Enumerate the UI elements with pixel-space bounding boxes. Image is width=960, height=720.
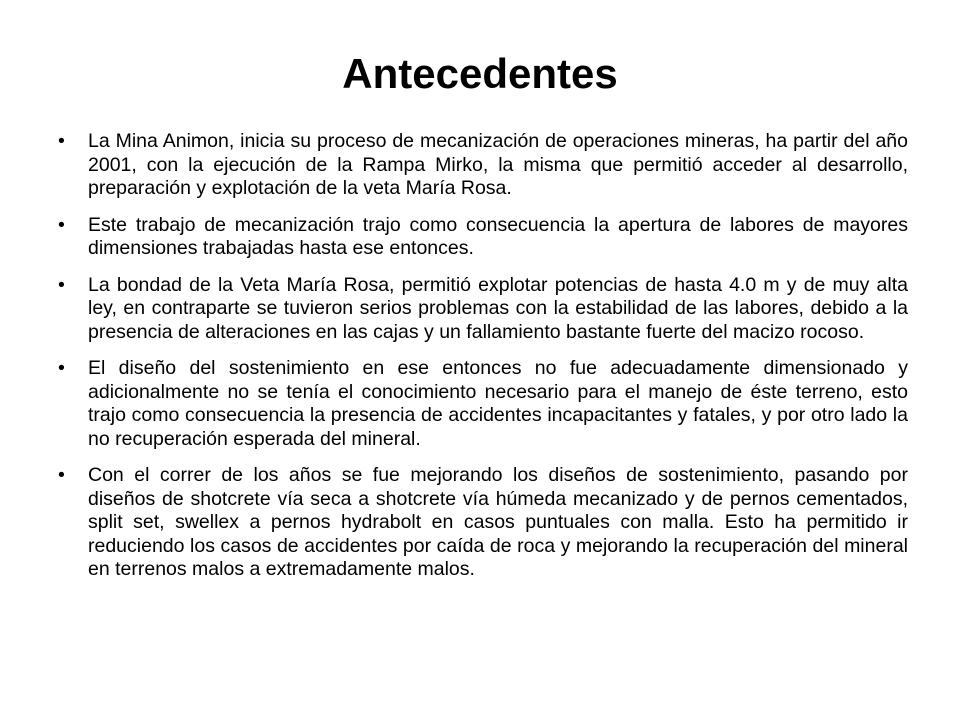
- bullet-text: La Mina Animon, inicia su proceso de mecanización de operaciones mineras, ha partir del año 2001, con la ejecución de la Rampa Mirko, la misma que permitió acceder al desarrollo, preparación y explotación de la veta María Rosa.: [88, 130, 908, 199]
- bullet-icon: •: [58, 464, 65, 486]
- bullet-item: [58, 464, 908, 582]
- bullet-list: [58, 130, 908, 595]
- bullet-text: La bondad de la Veta María Rosa, permitió explotar potencias de hasta 4.0 m y de muy alta ley, en contraparte se tuvieron serios problemas con la estabilidad de las labores, debido a la presencia de alteraciones en las cajas y un fallamiento bastante fuerte del macizo rocoso.: [88, 273, 908, 343]
- bullet-item: [58, 357, 908, 451]
- slide-title: Antecedentes: [342, 50, 618, 97]
- bullet-text: Este trabajo de mecanización trajo como consecuencia la apertura de labores de mayores dimensiones trabajadas hasta ese entonces.: [88, 213, 908, 259]
- bullet-icon: •: [58, 273, 65, 296]
- bullet-text: Con el correr de los años se fue mejorando los diseños de sostenimiento, pasando por diseños de shotcrete vía seca a shotcrete vía húmeda mecanizado y de pernos cementados, split set, swellex a pernos hydrabolt en casos puntuales con malla. Esto ha permitido ir reduciendo los casos de accidentes por caída de roca y mejorando la recuperación del mineral en terrenos malos a extremadamente malos.: [88, 464, 908, 580]
- bullet-icon: •: [58, 213, 65, 236]
- bullet-text: El diseño del sostenimiento en ese entonces no fue adecuadamente dimensionado y adicionalmente no se tenía el conocimiento necesario para el manejo de éste terreno, esto trajo como consecuencia la presencia de accidentes incapacitantes y fatales, y por otro lado la no recuperación esperada del mineral.: [88, 357, 908, 450]
- bullet-item: [58, 214, 908, 261]
- bullet-item: [58, 130, 908, 201]
- bullet-item: [58, 274, 908, 345]
- bullet-icon: •: [58, 130, 65, 152]
- bullet-icon: •: [58, 357, 65, 379]
